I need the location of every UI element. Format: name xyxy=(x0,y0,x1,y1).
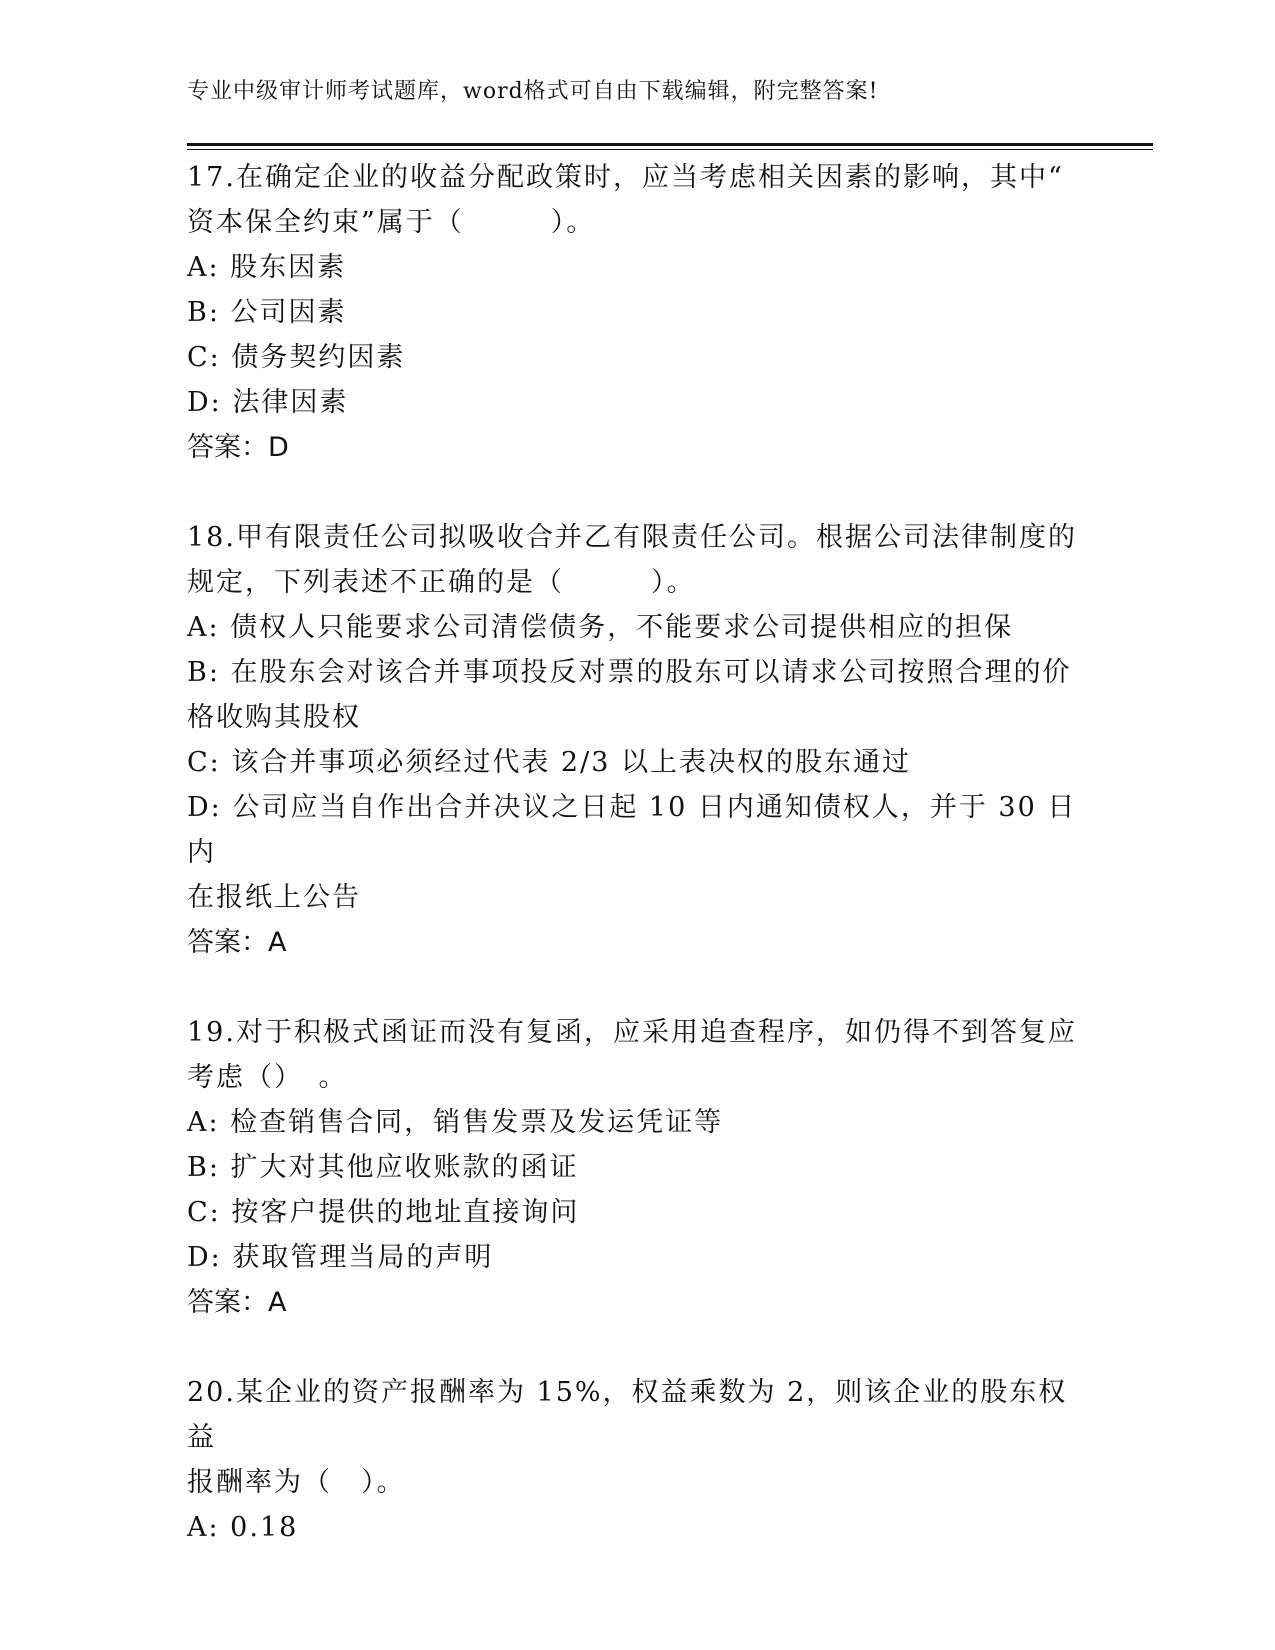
question-17-option-c: C: 债务契约因素 xyxy=(187,342,406,373)
question-17-option-d: D: 法律因素 xyxy=(187,387,349,418)
question-18-option-d-line-1: D: 公司应当自作出合并决议之日起 10 日内通知债权人，并于 30 日内 xyxy=(187,792,1077,868)
question-20-option-a: A: 0.18 xyxy=(187,1512,299,1543)
question-17-stem-line-1: 17.在确定企业的收益分配政策时，应当考虑相关因素的影响，其中“ xyxy=(187,162,1064,193)
page-header-text: 专业中级审计师考试题库，word格式可自由下载编辑，附完整答案! xyxy=(187,79,879,104)
question-18-stem-line-2: 规定，下列表述不正确的是（ ）。 xyxy=(187,567,696,598)
question-18-option-a: A: 债权人只能要求公司清偿债务，不能要求公司提供相应的担保 xyxy=(187,612,1014,643)
question-19-option-b: B: 扩大对其他应收账款的函证 xyxy=(187,1152,579,1183)
question-17-option-b: B: 公司因素 xyxy=(187,297,347,328)
question-19-option-c: C: 按客户提供的地址直接询问 xyxy=(187,1197,580,1228)
question-18 xyxy=(187,515,1087,965)
question-20-stem-line-1: 20.某企业的资产报酬率为 15%，权益乘数为 2，则该企业的股东权益 xyxy=(187,1377,1068,1453)
question-19-option-d: D: 获取管理当局的声明 xyxy=(187,1242,494,1273)
question-18-option-c: C: 该合并事项必须经过代表 2/3 以上表决权的股东通过 xyxy=(187,747,911,778)
header-rule-thick xyxy=(187,143,1153,146)
question-20 xyxy=(187,1370,1087,1550)
question-17-stem-line-2: 资本保全约束”属于（ ）。 xyxy=(187,207,596,238)
question-19-option-a: A: 检查销售合同，销售发票及发运凭证等 xyxy=(187,1107,724,1138)
question-19-stem-line-2: 考虑（） 。 xyxy=(187,1062,348,1093)
question-18-option-d-line-2: 在报纸上公告 xyxy=(187,882,361,913)
question-19-stem-line-1: 19.对于积极式函证而没有复函，应采用追查程序，如仍得不到答复应 xyxy=(187,1017,1077,1048)
question-19-answer: 答案：A xyxy=(187,1287,287,1318)
question-18-stem-line-1: 18.甲有限责任公司拟吸收合并乙有限责任公司。根据公司法律制度的 xyxy=(187,522,1077,553)
header-rule-thin xyxy=(187,149,1153,150)
question-18-option-b-line-1: B: 在股东会对该合并事项投反对票的股东可以请求公司按照合理的价 xyxy=(187,657,1072,688)
question-list xyxy=(187,155,1087,1550)
question-18-option-b-line-2: 格收购其股权 xyxy=(187,702,361,733)
question-18-answer: 答案：A xyxy=(187,927,287,958)
question-17 xyxy=(187,155,1087,470)
question-20-stem-line-2: 报酬率为（ ）。 xyxy=(187,1467,406,1498)
question-17-answer: 答案：D xyxy=(187,432,289,463)
question-19 xyxy=(187,1010,1087,1325)
question-spacer xyxy=(187,965,1087,1010)
question-17-option-a: A: 股东因素 xyxy=(187,252,347,283)
question-spacer xyxy=(187,470,1087,515)
question-spacer xyxy=(187,1325,1087,1370)
